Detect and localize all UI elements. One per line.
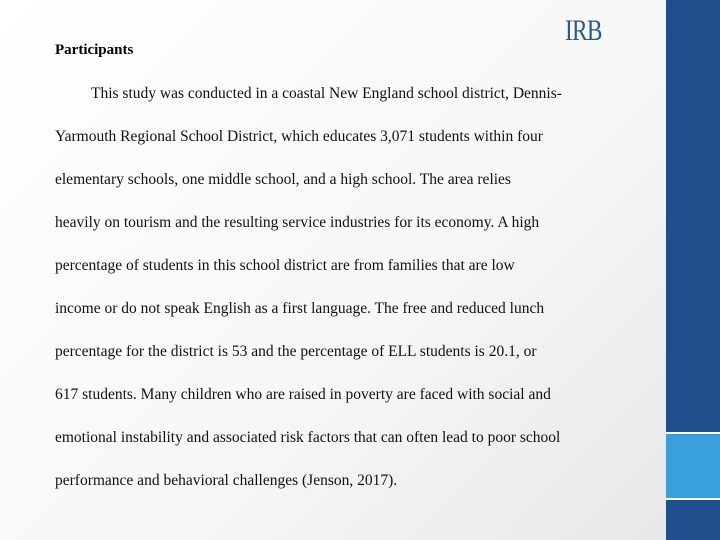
body-line-7: percentage for the district is 53 and the percentage of ELL students is 20.1, or	[55, 343, 537, 360]
body-line-1: This study was conducted in a coastal New England school district, Dennis-	[91, 85, 562, 102]
body-line-5: percentage of students in this school district are from families that are low	[55, 257, 515, 274]
body-line-3: elementary schools, one middle school, and a high school. The area relies	[55, 171, 511, 188]
body-line-9: emotional instability and associated risk factors that can often lead to poor school	[55, 429, 561, 446]
body-line-10: performance and behavioral challenges (Jenson, 2017).	[55, 472, 398, 489]
sidebar-light-block	[666, 434, 720, 498]
body-line-8: 617 students. Many children who are raised in poverty are faced with social and	[55, 386, 551, 403]
sidebar-dark-block	[666, 0, 720, 432]
body-line-6: income or do not speak English as a first language. The free and reduced lunch	[55, 300, 545, 317]
irb-logo: IRB	[565, 14, 602, 47]
body-line-4: heavily on tourism and the resulting service industries for its economy. A high	[55, 214, 540, 231]
sidebar-accent	[666, 0, 720, 540]
sidebar-dark-block	[666, 500, 720, 540]
section-heading: Participants	[55, 42, 134, 58]
body-line-2: Yarmouth Regional School District, which educates 3,071 students within four	[55, 128, 543, 145]
